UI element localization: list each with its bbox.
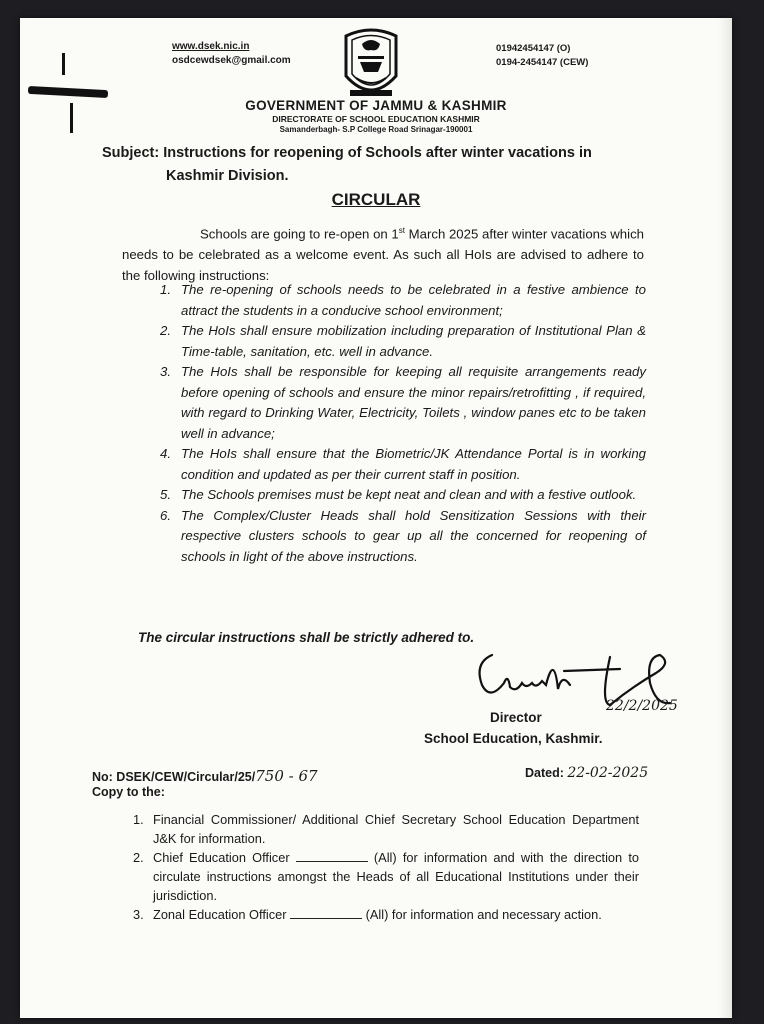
instruction-text: The HoIs shall ensure mobilization including preparation of Institutional Plan & Time-table, sanitation, etc. well in advance. [181,323,646,359]
website-link[interactable]: www.dsek.nic.in [172,41,250,52]
copy-to-item [133,905,639,924]
instruction-item [160,362,646,444]
subject-label: Subject: [102,145,160,161]
instruction-number: 3. [160,364,171,379]
instruction-number: 4. [160,446,171,461]
instruction-text: The HoIs shall ensure that the Biometric/JK Attendance Portal is in working condition and updated as per their current staff in position. [181,446,646,482]
copy-to-recipient: Chief Education Officer [153,850,296,865]
circular-number-label: No: DSEK/CEW/Circular/25/ [92,770,256,784]
subject-text-2: Kashmir Division. [166,168,289,184]
instruction-item [160,280,646,321]
copy-to-number: 3. [133,907,144,922]
cew-phone: 0194-2454147 (CEW) [496,57,589,68]
office-phone: 01942454147 (O) [496,43,571,54]
closing-statement: The circular instructions shall be strictly adhered to. [138,630,475,645]
directorate-name: DIRECTORATE OF SCHOOL EDUCATION KASHMIR [272,114,480,124]
page-edge-shadow [718,18,732,1018]
ordinal-suffix: st [398,226,405,235]
instruction-text: The HoIs shall be responsible for keeping all requisite arrangements ready before opening of schools and ensure the minor repairs/retrofitting , if required, with regard to Drinking Water, Electricity, Toilets , window panes etc to be taken well in advance; [181,364,646,441]
copy-to-item [133,848,639,905]
dated-value: 22-02-2025 [567,765,649,781]
black-marker-stroke [28,86,108,98]
instruction-number: 6. [160,507,171,523]
circular-number-handwritten: 750 - 67 [255,767,318,785]
circular-date [525,765,648,781]
copy-to-purpose: (All) for information and with the direction to circulate instructions amongst the Heads of all Educational Institutions under their jurisdiction. [153,850,639,903]
subject-text-1: Instructions for reopening of Schools after winter vacations in [163,145,592,161]
copy-to-label: Copy to the: [92,785,165,799]
intro-text-rest: March 2025 after winter vacations which needs to be celebrated as a welcome event. As such all HoIs are advised to adhere to the following instructions: [122,226,644,284]
copy-to-number: 2. [133,850,144,865]
fill-in-blank [290,907,362,919]
circular-number [92,767,318,785]
instruction-number: 5. [160,487,171,502]
subject-line [102,142,662,188]
header-contact-right [496,42,588,70]
copy-to-list [133,810,639,924]
instruction-number: 2. [160,323,171,338]
copy-to-number: 1. [133,812,144,827]
copy-to-item [133,810,639,848]
instruction-text: The Schools premises must be kept neat and clean and with a festive outlook. [181,487,637,502]
header-contact-left [172,40,291,68]
intro-text-start: Schools are going to re-open on 1 [200,226,399,242]
signatory-title: Director [490,710,542,725]
dated-label: Dated: [525,766,564,780]
instruction-text: The re-opening of schools needs to be celebrated in a festive ambience to attract the students in a conducive school environment; [181,282,646,318]
instruction-text: The Complex/Cluster Heads shall hold Sensitization Sessions with their respective clusters schools to gear up all the concerned for reopening of schools in light of the above instructions. [181,507,646,564]
circular-title: CIRCULAR [331,190,421,209]
signatory-office: School Education, Kashmir. [424,731,603,746]
pen-mark [62,53,65,75]
instruction-item [160,485,646,506]
circular-document [20,18,732,1018]
jk-emblem-icon [338,26,404,106]
copy-to-purpose: (All) for information and necessary action. [362,907,602,922]
instruction-number: 1. [160,282,171,297]
intro-paragraph [122,220,644,286]
instruction-item [160,506,646,568]
fill-in-blank [296,850,368,862]
instruction-item [160,444,646,485]
email-address: osdcewdsek@gmail.com [172,55,291,66]
instruction-list [160,280,646,567]
copy-to-text: Financial Commissioner/ Additional Chief Secretary School Education Department J&K for information. [153,812,639,846]
instruction-item [160,321,646,362]
government-title: GOVERNMENT OF JAMMU & KASHMIR [245,98,507,113]
handwritten-signature-date: 22/2/2025 [606,698,678,714]
office-address: Samanderbagh- S.P College Road Srinagar-190001 [279,125,473,134]
circular-heading [20,190,732,210]
copy-to-recipient: Zonal Education Officer [153,907,291,922]
